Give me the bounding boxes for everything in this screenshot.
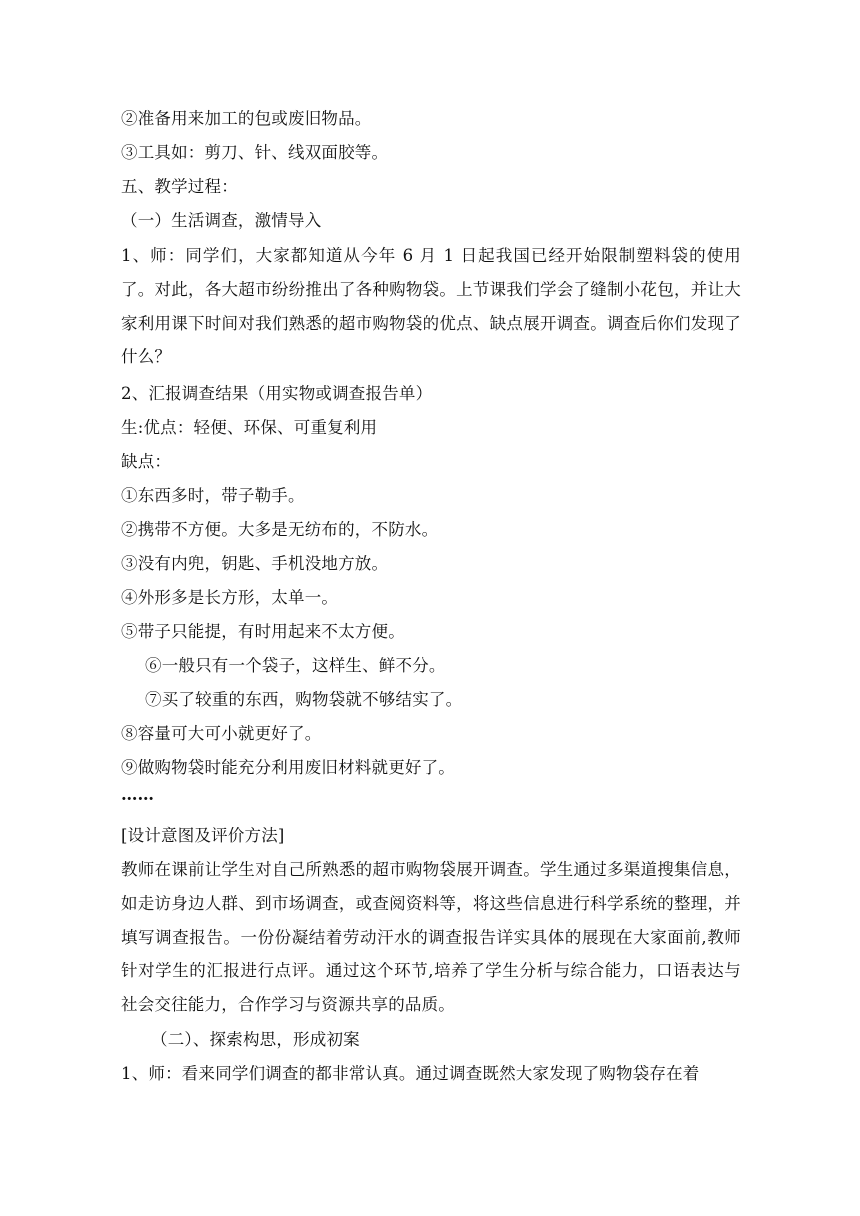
list-item: ⑦买了较重的东西，购物袋就不够结实了。 [145, 690, 463, 709]
list-item: ②携带不方便。大多是无纺布的，不防水。 [121, 520, 439, 539]
step-2-report: 2、汇报调查结果（用实物或调查报告单） [121, 384, 433, 403]
paragraph-design-intent: 教师在课前让学生对自己所熟悉的超市购物袋展开调查。学生通过多渠道搜集信息，如走访身边人群、到市场调查，或查阅资料等，将这些信息进行科学系统的整理，并填写调查报告。一份份凝结着劳动汗水的调查报告详实具体的展现在大家面前,教师针对学生的汇报进行点评。通过这个环节,培养了学生分析与综合能力，口语表达与社会交往能力，合作学习与资源共享的品质。 [121, 860, 741, 1015]
list-item: ⑥一般只有一个袋子，这样生、鲜不分。 [145, 656, 446, 675]
list-item: ④外形多是长方形，太单一。 [121, 588, 339, 607]
list-item: ③没有内兜，钥匙、手机没地方放。 [121, 554, 389, 573]
list-item: ⑧容量可大可小就更好了。 [121, 724, 322, 743]
paragraph-teacher-explore: 1、师：看来同学们调查的都非常认真。通过调查既然大家发现了购物袋存在着 [121, 1064, 700, 1083]
design-intent-heading: [设计意图及评价方法] [121, 826, 285, 845]
subsection-heading-1: （一）生活调查，激情导入 [121, 211, 322, 230]
section-heading-teaching-process: 五、教学过程： [121, 177, 238, 196]
list-item: ⑨做购物袋时能充分利用废旧材料就更好了。 [121, 758, 455, 777]
ellipsis: …… [121, 785, 154, 804]
materials-item-3: ③工具如：剪刀、针、线双面胶等。 [121, 143, 389, 162]
materials-item-2: ②准备用来加工的包或废旧物品。 [121, 109, 372, 128]
paragraph-teacher-intro: 1、师：同学们，大家都知道从今年 6 月 1 日起我国已经开始限制塑料袋的使用了。对此，各大超市纷纷推出了各种购物袋。上节课我们学会了缝制小花包，并让大家利用课下时间对我们熟悉的超市购物袋的优点、缺点展开调查。调查后你们发现了什么？ [121, 246, 741, 367]
disadvantages-label: 缺点： [121, 452, 172, 471]
student-advantages: 生:优点：轻便、环保、可重复利用 [121, 418, 378, 437]
list-item: ①东西多时，带子勒手。 [121, 486, 305, 505]
subsection-heading-2: （二）、探索构思，形成初案 [151, 1030, 360, 1049]
list-item: ⑤带子只能提，有时用起来不太方便。 [121, 622, 405, 641]
